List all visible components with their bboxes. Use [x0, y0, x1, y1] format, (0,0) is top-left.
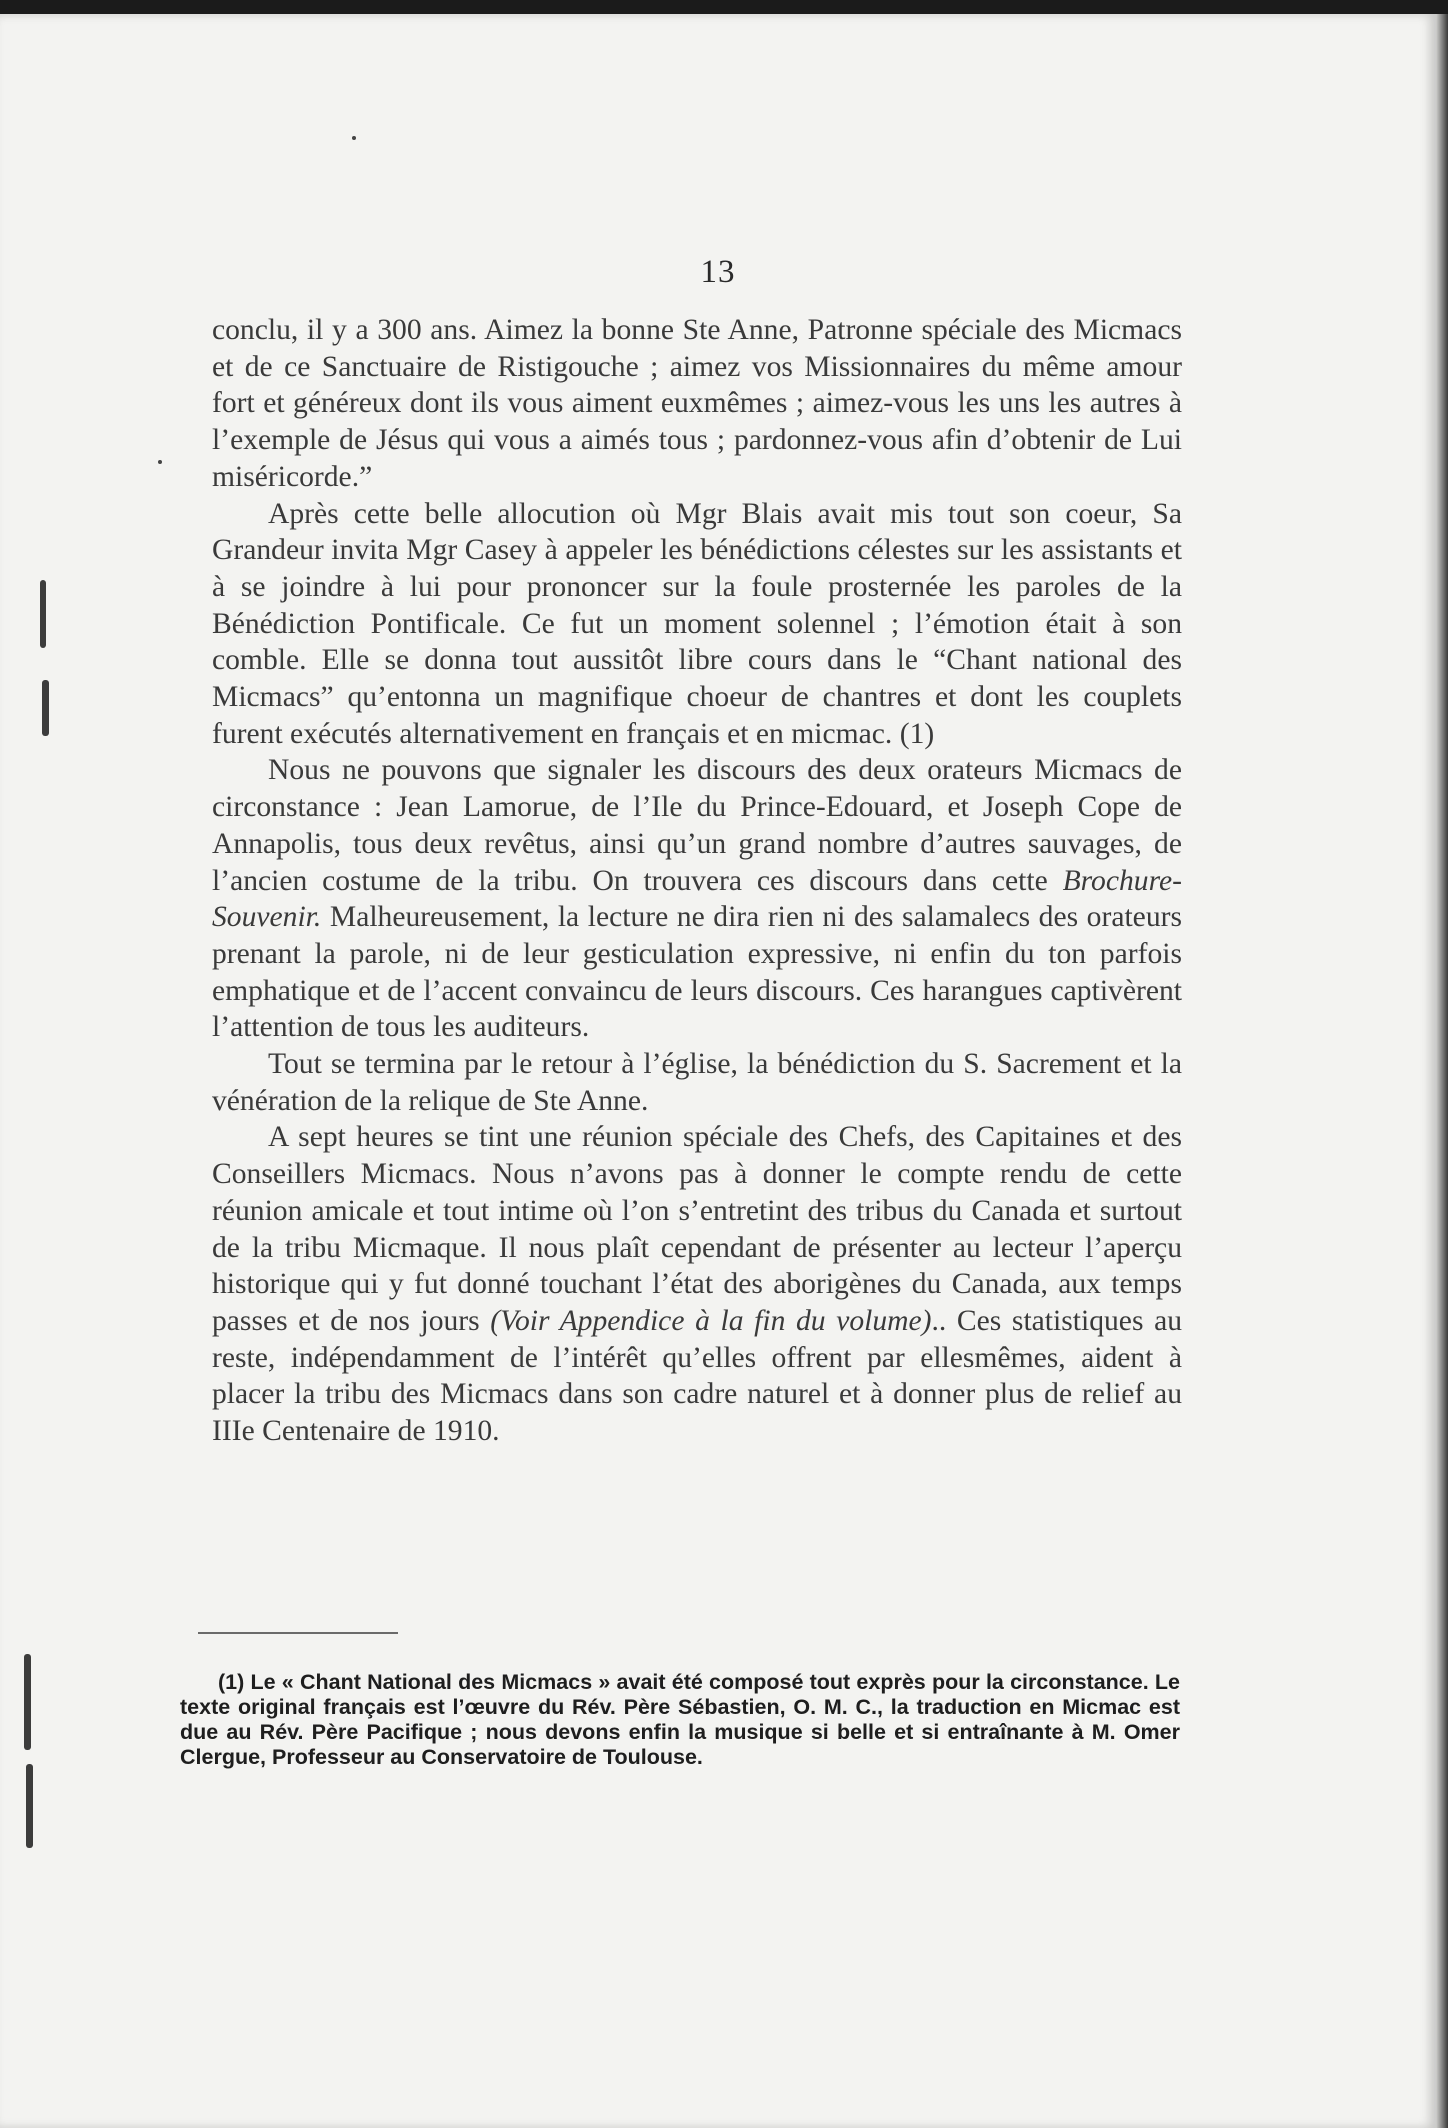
paragraph-orateurs — [212, 752, 1182, 1046]
text-segment: .. Ces statistiques au reste, indépendamment de l’intérêt qu’elles offrent par ellesmêmes, aident à placer la tribu des Micmacs dans son cadre naturel et à donner plus de relief au IIIe Centenaire de 1910. — [212, 1304, 1183, 1448]
text-segment: A sept heures se tint une réunion spéciale des Chefs, des Capitaines et des Conseillers Micmacs. Nous n’avons pas à donner le compte rendu de cette réunion amicale et tout intime où l’on s’entretint des tribus du Canada et surtout de la tribu Micmaque. Il nous plaît cependant de présenter au lecteur l’aperçu historique qui y fut donné touchant l’état des aborigènes du Canada, aux temps passes et de nos jours — [212, 1121, 1182, 1337]
footnote-divider — [198, 1632, 398, 1634]
speck — [352, 136, 356, 140]
page-edge-shadow — [1436, 14, 1448, 2128]
paragraph-conclusion: conclu, il y a 300 ans. Aimez la bonne Ste Anne, Patronne spéciale des Micmacs et de ce Sanctuaire de Ristigouche ; aimez vos Missionnaires du même amour fort et généreux dont ils vous aiment euxmêmes ; aimez-vous les uns les autres à l’exemple de Jésus qui vous a aimés tous ; pardonnez-vous afin d’obtenir de Lui miséricorde.” — [212, 314, 1182, 493]
body-text — [212, 312, 1182, 1450]
paragraph-reunion — [212, 1119, 1182, 1449]
speck — [158, 460, 162, 464]
binding-mark — [42, 680, 49, 736]
footnote-text: (1) Le « Chant National des Micmacs » avait été composé tout exprès pour la circonstance. Le texte original français est l’œuvre du Rév. Père Sébastien, O. M. C., la traduction en Micmac est due au Rév. Père Pacifique ; nous devons enfin la musique si belle et si entraînante à M. Omer Clergue, Professeur au Conservatoire de Toulouse. — [180, 1670, 1180, 1769]
paragraph-retour: Tout se termina par le retour à l’église, la bénédiction du S. Sacrement et la vénération de la relique de Ste Anne. — [212, 1048, 1182, 1117]
binding-mark — [40, 580, 46, 648]
footnote — [180, 1670, 1180, 1770]
appendix-reference: (Voir Appendice à la fin du volume) — [490, 1304, 932, 1337]
binding-mark — [24, 1654, 31, 1750]
text-segment: Nous ne pouvons que signaler les discours des deux orateurs Micmacs de circonstance : Jean Lamorue, de l’Ile du Prince-Edouard, et Joseph Cope de Annapolis, tous deux revêtus, ainsi qu’un grand nombre d’autres sauvages, de l’ancien costume de la tribu. On trouvera ces discours dans cette — [212, 754, 1182, 897]
page-number: 13 — [700, 254, 736, 290]
text-segment: Malheureusement, la lecture ne dira rien ni des salamalecs des orateurs prenant la parole, ni de leur gesticulation expressive, ni enfin du ton parfois emphatique et de l’accent convaincu de leurs discours. Ces harangues captivèrent l’attention de tous les auditeurs. — [212, 901, 1182, 1044]
paragraph-benediction: Après cette belle allocution où Mgr Blais avait mis tout son coeur, Sa Grandeur invita Mgr Casey à appeler les bénédictions célestes sur les assistants et à se joindre à lui pour prononcer sur la foule prosternée les paroles de la Bénédiction Pontificale. Ce fut un moment solennel ; l’émotion était à son comble. Elle se donna tout aussitôt libre cours dans le “Chant national des Micmacs” qu’entonna un magnifique choeur de chantres et dont les couplets furent exécutés alternativement en français et en micmac. (1) — [212, 497, 1182, 750]
binding-mark — [26, 1764, 33, 1848]
book-page — [0, 14, 1436, 2128]
brochure-title: Brochure-Souvenir. — [212, 864, 1182, 934]
